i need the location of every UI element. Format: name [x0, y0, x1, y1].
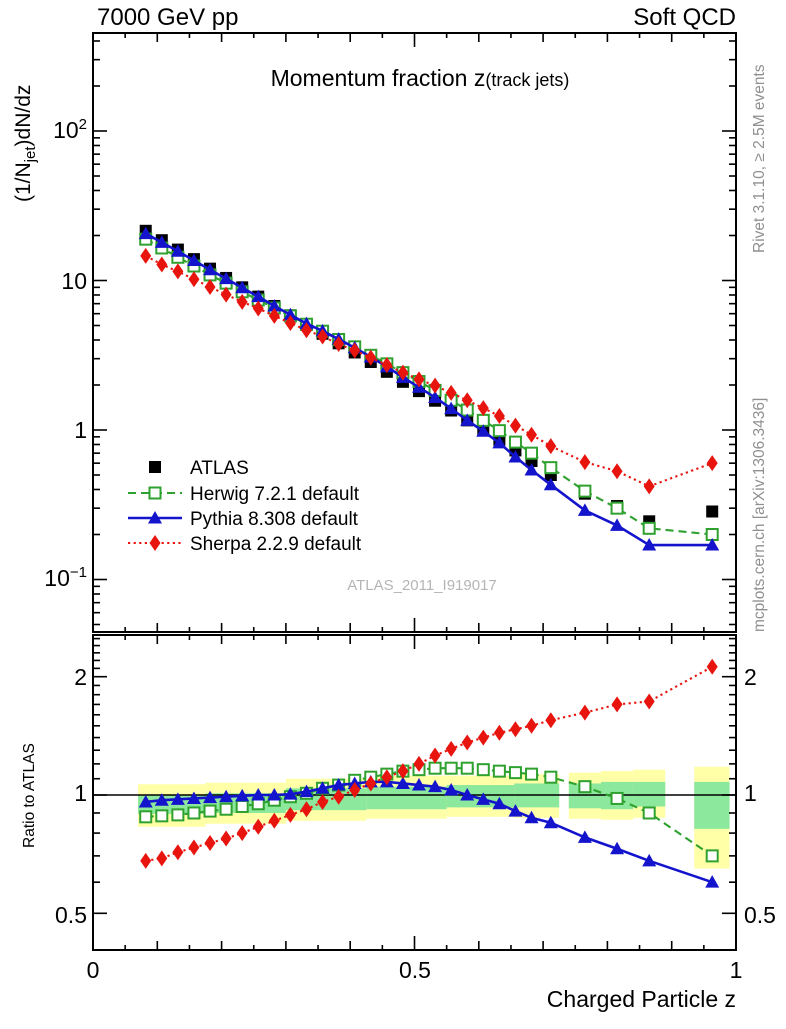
- ratio-herwig-marker: [462, 763, 473, 774]
- ratio-herwig-marker: [478, 764, 489, 775]
- main-herwig-marker: [579, 486, 590, 497]
- ratio-herwig-marker: [579, 781, 590, 792]
- ratio-sherpa-marker: [156, 850, 167, 866]
- main-herwig-marker: [644, 523, 655, 534]
- main-sherpa-marker: [188, 271, 199, 287]
- legend-label-atlas: ATLAS: [190, 458, 249, 479]
- ratio-sherpa-marker: [188, 840, 199, 856]
- header-process-group: Soft QCD: [633, 4, 736, 31]
- ratio-herwig-marker: [237, 801, 248, 812]
- ratio-sherpa-marker: [430, 748, 441, 764]
- main-ytick-1: 1: [74, 417, 87, 443]
- ratio-band-green: [633, 782, 665, 807]
- main-sherpa-marker: [526, 427, 537, 443]
- main-sherpa-marker: [707, 455, 718, 471]
- ratio-sherpa-marker: [644, 693, 655, 709]
- main-sherpa-marker: [140, 248, 151, 264]
- ratio-herwig-marker: [446, 763, 457, 774]
- ratio-sherpa-marker: [510, 721, 521, 737]
- mcplots-arxiv-note: mcplots.cern.ch [arXiv:1306.3436]: [751, 397, 768, 632]
- ratio-herwig-marker: [172, 809, 183, 820]
- main-ytick-10: 10: [61, 268, 87, 294]
- ratio-sherpa-marker: [579, 705, 590, 721]
- main-atlas-marker: [706, 506, 718, 518]
- legend-label-pythia: Pythia 8.308 default: [190, 509, 358, 530]
- ratio-sherpa-marker: [237, 825, 248, 841]
- main-sherpa-marker: [644, 478, 655, 494]
- ratio-sherpa-marker: [526, 718, 537, 734]
- ratio-herwig-marker: [430, 763, 441, 774]
- ratio-ytick-right-2: 2: [744, 664, 757, 690]
- analysis-id-watermark: ATLAS_2011_I919017: [347, 577, 497, 594]
- ratio-herwig-marker: [188, 807, 199, 818]
- legend-glyph-marker: [150, 535, 161, 551]
- main-sherpa-marker: [612, 463, 623, 479]
- main-pythia-marker: [610, 518, 624, 531]
- rivet-version-note: Rivet 3.1.10, ≥ 2.5M events: [751, 64, 768, 253]
- ratio-ytick-left-0p5: 0.5: [55, 902, 87, 928]
- xtick-0p5: 0.5: [399, 957, 431, 983]
- text-layer: [12, 4, 776, 1012]
- ratio-sherpa-marker: [545, 712, 556, 728]
- header-beam-energy: 7000 GeV pp: [97, 4, 239, 31]
- ratio-ytick-right-1: 1: [744, 780, 757, 806]
- main-herwig-marker: [478, 415, 489, 426]
- ratio-herwig-marker: [510, 767, 521, 778]
- legend-glyph-marker: [149, 461, 161, 473]
- ratio-sherpa-marker: [221, 831, 232, 847]
- main-sherpa-marker: [156, 256, 167, 272]
- main-sherpa-marker: [510, 418, 521, 434]
- main-herwig-marker: [612, 503, 623, 514]
- ratio-herwig-marker: [644, 807, 655, 818]
- ratio-sherpa-marker: [446, 741, 457, 757]
- main-sherpa-marker: [494, 408, 505, 424]
- ratio-herwig-marker: [205, 806, 216, 817]
- x-axis-label: Charged Particle z: [546, 986, 736, 1012]
- ratio-herwig-marker: [221, 804, 232, 815]
- ratio-sherpa-marker: [205, 835, 216, 851]
- ratio-sherpa-marker: [172, 844, 183, 860]
- main-herwig-marker: [494, 425, 505, 436]
- ratio-sherpa-marker: [707, 659, 718, 675]
- ratio-herwig-marker: [140, 811, 151, 822]
- legend-label-sherpa: Sherpa 2.2.9 default: [190, 534, 362, 555]
- main-ytick-0p1: $10^{-1}$: [44, 564, 87, 591]
- ratio-sherpa-marker: [462, 735, 473, 751]
- main-sherpa-line: [146, 256, 712, 486]
- ratio-y-axis-label: Ratio to ATLAS: [21, 743, 38, 848]
- ratio-sherpa-marker: [494, 725, 505, 741]
- ratio-ytick-left-2: 2: [74, 664, 87, 690]
- ratio-sherpa-marker: [140, 853, 151, 869]
- main-ytick-100: $10^2$: [53, 116, 87, 143]
- ratio-ytick-left-1: 1: [74, 780, 87, 806]
- ratio-herwig-marker: [156, 810, 167, 821]
- xtick-0: 0: [86, 957, 100, 983]
- xtick-1: 1: [729, 957, 743, 983]
- main-sherpa-marker: [545, 438, 556, 454]
- ratio-herwig-marker: [612, 793, 623, 804]
- main-y-axis-label: (1/Njet)dN/dz: [12, 84, 39, 202]
- ratio-herwig-marker: [526, 769, 537, 780]
- main-herwig-marker: [545, 462, 556, 473]
- ratio-herwig-marker: [494, 766, 505, 777]
- main-herwig-marker: [510, 437, 521, 448]
- legend-glyph-marker: [150, 488, 161, 499]
- main-sherpa-marker: [579, 454, 590, 470]
- ratio-herwig-marker: [545, 772, 556, 783]
- ratio-sherpa-marker: [612, 696, 623, 712]
- ratio-herwig-marker: [707, 850, 718, 861]
- ratio-ytick-right-0p5: 0.5: [744, 902, 776, 928]
- main-sherpa-marker: [478, 400, 489, 416]
- legend-label-herwig: Herwig 7.2.1 default: [190, 484, 359, 505]
- main-sherpa-marker: [172, 263, 183, 279]
- ratio-band-green: [694, 782, 729, 829]
- ratio-sherpa-marker: [478, 730, 489, 746]
- plot-title: Momentum fraction z(track jets): [270, 65, 570, 91]
- main-herwig-marker: [526, 448, 537, 459]
